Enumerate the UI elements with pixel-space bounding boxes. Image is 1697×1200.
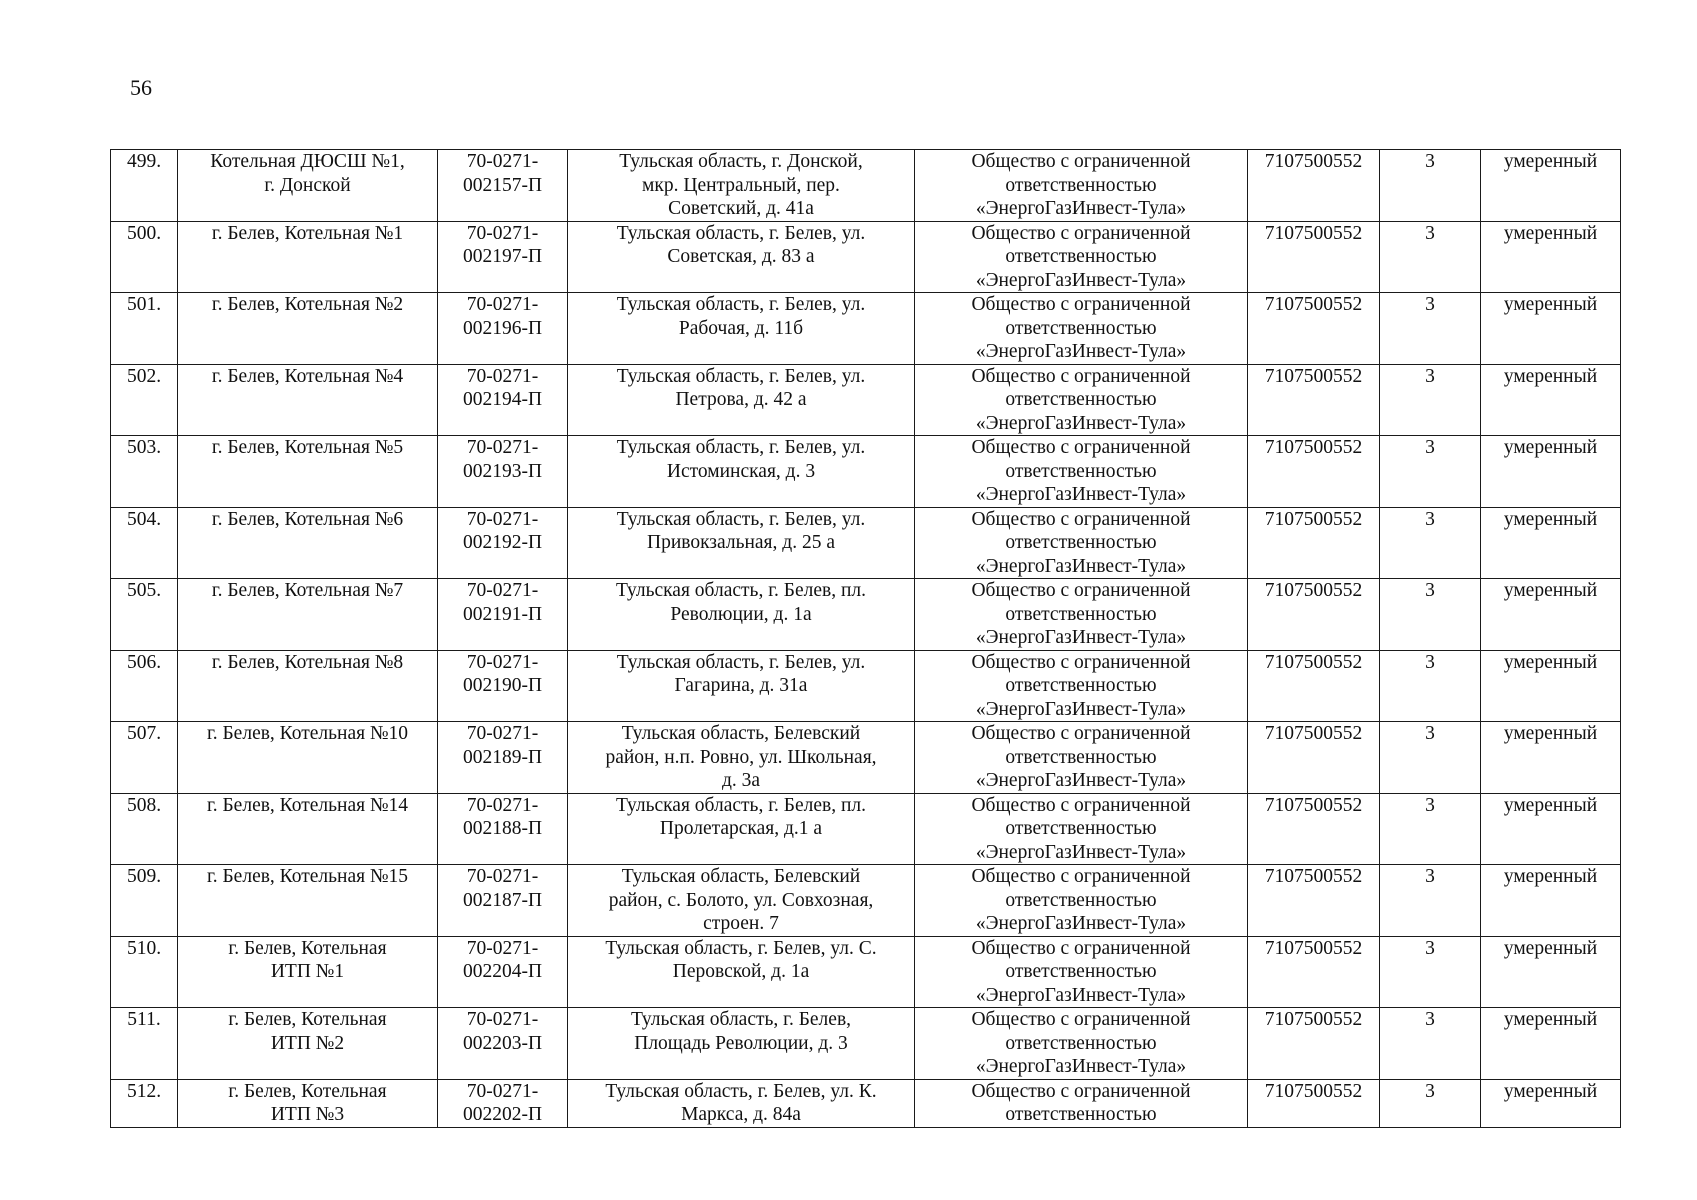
organization-line: Общество с ограниченной bbox=[971, 866, 1191, 887]
table-row bbox=[111, 650, 1621, 722]
organization-line: «ЭнергоГазИнвест-Тула» bbox=[975, 984, 1187, 1006]
address-line: Тульская область, г. Белев, ул. bbox=[616, 365, 866, 387]
address-cell bbox=[568, 793, 915, 865]
registration-code-cell bbox=[438, 1008, 568, 1080]
address-cell bbox=[568, 221, 915, 293]
risk-level-cell: умеренный bbox=[1481, 793, 1621, 865]
hazard-category-cell: 3 bbox=[1380, 1079, 1481, 1127]
table-row bbox=[111, 865, 1621, 937]
organization-line: Общество с ограниченной bbox=[971, 365, 1191, 387]
organization-cell bbox=[915, 507, 1248, 579]
organization-line: ответственностью bbox=[1005, 1032, 1157, 1054]
address-line: Перовской, д. 1а bbox=[672, 961, 810, 982]
address-line: Петрова, д. 42 а bbox=[675, 389, 807, 410]
facility-name-cell bbox=[178, 650, 438, 722]
organization-line: ответственностью bbox=[1005, 1104, 1157, 1125]
facility-name-line: г. Белев, Котельная bbox=[228, 937, 387, 959]
table-row bbox=[111, 150, 1621, 222]
inn-cell: 7107500552 bbox=[1248, 436, 1380, 508]
facility-name-line: г. Белев, Котельная №1 bbox=[211, 222, 404, 244]
registration-code-line: 70-0271- bbox=[466, 1009, 539, 1030]
organization-line: Общество с ограниченной bbox=[971, 580, 1191, 601]
inn-cell: 7107500552 bbox=[1248, 507, 1380, 579]
registration-code-line: 002204-П bbox=[462, 961, 543, 982]
organization-line: Общество с ограниченной bbox=[971, 508, 1191, 530]
hazard-category-cell: 3 bbox=[1380, 793, 1481, 865]
organization-line: Общество с ограниченной bbox=[971, 294, 1191, 315]
organization-line: Общество с ограниченной bbox=[971, 794, 1191, 816]
inn-cell: 7107500552 bbox=[1248, 221, 1380, 293]
risk-level-cell: умеренный bbox=[1481, 221, 1621, 293]
facility-name-cell bbox=[178, 865, 438, 937]
hazard-category-cell: 3 bbox=[1380, 722, 1481, 794]
hazard-category-cell: 3 bbox=[1380, 1008, 1481, 1080]
address-line: Истоминская, д. 3 bbox=[666, 460, 816, 482]
registration-code-line: 002192-П bbox=[462, 532, 543, 553]
registration-code-cell bbox=[438, 936, 568, 1008]
registration-code-line: 70-0271- bbox=[466, 437, 539, 458]
organization-line: ответственностью bbox=[1005, 460, 1157, 482]
organization-line: «ЭнергоГазИнвест-Тула» bbox=[975, 412, 1187, 434]
organization-line: Общество с ограниченной bbox=[971, 1009, 1191, 1030]
facility-name-line: г. Белев, Котельная №4 bbox=[211, 365, 404, 387]
inn-cell: 7107500552 bbox=[1248, 936, 1380, 1008]
facility-name-cell bbox=[178, 793, 438, 865]
registration-code-line: 002157-П bbox=[462, 174, 543, 196]
registration-code-cell bbox=[438, 793, 568, 865]
registration-code-line: 70-0271- bbox=[466, 723, 539, 744]
row-number-cell: 503. bbox=[111, 436, 178, 508]
address-line: Тульская область, г. Белев, ул. bbox=[616, 508, 866, 530]
organization-line: Общество с ограниченной bbox=[971, 437, 1191, 458]
facility-name-line: ИТП №1 bbox=[270, 961, 345, 982]
risk-level-cell: умеренный bbox=[1481, 1008, 1621, 1080]
registry-body bbox=[111, 150, 1621, 1128]
registration-code-line: 70-0271- bbox=[466, 1080, 539, 1102]
registration-code-line: 002189-П bbox=[462, 746, 543, 768]
registration-code-cell bbox=[438, 1079, 568, 1127]
row-number-cell: 506. bbox=[111, 650, 178, 722]
organization-line: Общество с ограниченной bbox=[971, 723, 1191, 744]
facility-name-cell bbox=[178, 1008, 438, 1080]
registration-code-cell bbox=[438, 865, 568, 937]
address-line: Революции, д. 1а bbox=[670, 603, 812, 625]
registration-code-line: 002203-П bbox=[462, 1032, 543, 1054]
organization-line: ответственностью bbox=[1005, 889, 1157, 911]
organization-line: ответственностью bbox=[1005, 746, 1157, 768]
address-line: Тульская область, Белевский bbox=[621, 866, 861, 887]
facility-name-cell bbox=[178, 293, 438, 365]
registration-code-line: 70-0271- bbox=[466, 794, 539, 816]
risk-level-cell: умеренный bbox=[1481, 865, 1621, 937]
risk-level-cell: умеренный bbox=[1481, 936, 1621, 1008]
organization-line: «ЭнергоГазИнвест-Тула» bbox=[975, 1056, 1187, 1077]
organization-line: «ЭнергоГазИнвест-Тула» bbox=[975, 198, 1187, 219]
address-cell bbox=[568, 150, 915, 222]
inn-cell: 7107500552 bbox=[1248, 865, 1380, 937]
facility-name-line: ИТП №2 bbox=[270, 1032, 345, 1054]
registration-code-cell bbox=[438, 150, 568, 222]
hazard-category-cell: 3 bbox=[1380, 936, 1481, 1008]
address-cell bbox=[568, 293, 915, 365]
registration-code-cell bbox=[438, 579, 568, 651]
registration-code-line: 70-0271- bbox=[466, 937, 539, 959]
organization-line: «ЭнергоГазИнвест-Тула» bbox=[975, 341, 1187, 362]
registration-code-line: 70-0271- bbox=[466, 866, 539, 887]
address-cell bbox=[568, 936, 915, 1008]
risk-level-cell: умеренный bbox=[1481, 1079, 1621, 1127]
address-line: Тульская область, г. Белев, ул. К. bbox=[605, 1080, 877, 1102]
organization-line: ответственностью bbox=[1005, 317, 1157, 339]
facility-name-line: г. Белев, Котельная №8 bbox=[211, 651, 404, 673]
row-number-cell: 510. bbox=[111, 936, 178, 1008]
address-line: Тульская область, г. Донской, bbox=[619, 151, 863, 172]
facility-name-line: г. Белев, Котельная №6 bbox=[211, 508, 404, 530]
organization-cell bbox=[915, 865, 1248, 937]
registration-code-cell bbox=[438, 436, 568, 508]
organization-line: ответственностью bbox=[1005, 532, 1157, 553]
facility-name-cell bbox=[178, 436, 438, 508]
registration-code-cell bbox=[438, 221, 568, 293]
inn-cell: 7107500552 bbox=[1248, 722, 1380, 794]
address-line: Гагарина, д. 31а bbox=[674, 675, 808, 696]
organization-line: «ЭнергоГазИнвест-Тула» bbox=[975, 627, 1187, 648]
facility-name-line: г. Белев, Котельная bbox=[228, 1009, 387, 1030]
risk-level-cell: умеренный bbox=[1481, 436, 1621, 508]
organization-line: «ЭнергоГазИнвест-Тула» bbox=[975, 484, 1187, 505]
risk-level-cell: умеренный bbox=[1481, 722, 1621, 794]
facility-name-cell bbox=[178, 507, 438, 579]
facility-name-cell bbox=[178, 579, 438, 651]
organization-line: Общество с ограниченной bbox=[971, 222, 1191, 244]
address-line: Советская, д. 83 а bbox=[667, 246, 815, 267]
registration-code-line: 002187-П bbox=[462, 889, 543, 911]
address-cell bbox=[568, 436, 915, 508]
hazard-category-cell: 3 bbox=[1380, 579, 1481, 651]
registry-table bbox=[110, 149, 1621, 1128]
address-cell bbox=[568, 1008, 915, 1080]
address-line: Тульская область, г. Белев, ул. bbox=[616, 294, 866, 315]
address-line: Площадь Революции, д. 3 bbox=[634, 1032, 848, 1054]
risk-level-cell: умеренный bbox=[1481, 364, 1621, 436]
registration-code-line: 002190-П bbox=[462, 675, 543, 696]
organization-line: Общество с ограниченной bbox=[971, 1080, 1191, 1102]
table-row bbox=[111, 793, 1621, 865]
table-row bbox=[111, 221, 1621, 293]
address-cell bbox=[568, 1079, 915, 1127]
facility-name-cell bbox=[178, 1079, 438, 1127]
registration-code-line: 002191-П bbox=[462, 603, 543, 625]
address-line: Тульская область, Белевский bbox=[621, 723, 861, 744]
row-number-cell: 499. bbox=[111, 150, 178, 222]
address-line: строен. 7 bbox=[703, 913, 779, 934]
facility-name-cell bbox=[178, 936, 438, 1008]
table-row bbox=[111, 722, 1621, 794]
inn-cell: 7107500552 bbox=[1248, 1079, 1380, 1127]
facility-name-line: Котельная ДЮСШ №1, bbox=[210, 151, 405, 172]
table-row bbox=[111, 507, 1621, 579]
organization-cell bbox=[915, 650, 1248, 722]
address-line: район, с. Болото, ул. Совхозная, bbox=[608, 889, 874, 911]
risk-level-cell: умеренный bbox=[1481, 650, 1621, 722]
organization-cell bbox=[915, 436, 1248, 508]
registration-code-cell bbox=[438, 364, 568, 436]
registration-code-line: 70-0271- bbox=[466, 508, 539, 530]
row-number-cell: 502. bbox=[111, 364, 178, 436]
inn-cell: 7107500552 bbox=[1248, 293, 1380, 365]
row-number-cell: 501. bbox=[111, 293, 178, 365]
organization-line: «ЭнергоГазИнвест-Тула» bbox=[975, 269, 1187, 291]
facility-name-line: г. Донской bbox=[264, 174, 351, 196]
inn-cell: 7107500552 bbox=[1248, 650, 1380, 722]
organization-cell bbox=[915, 1008, 1248, 1080]
table-row bbox=[111, 436, 1621, 508]
organization-line: ответственностью bbox=[1005, 961, 1157, 982]
organization-line: ответственностью bbox=[1005, 818, 1157, 839]
facility-name-line: г. Белев, Котельная bbox=[228, 1080, 387, 1102]
table-row bbox=[111, 293, 1621, 365]
table-row bbox=[111, 364, 1621, 436]
organization-line: Общество с ограниченной bbox=[971, 937, 1191, 959]
address-line: Пролетарская, д.1 а bbox=[659, 818, 823, 839]
address-line: Тульская область, г. Белев, пл. bbox=[616, 794, 866, 816]
address-cell bbox=[568, 364, 915, 436]
registration-code-line: 002194-П bbox=[462, 389, 543, 410]
inn-cell: 7107500552 bbox=[1248, 1008, 1380, 1080]
hazard-category-cell: 3 bbox=[1380, 293, 1481, 365]
address-line: Рабочая, д. 11б bbox=[678, 317, 804, 339]
address-line: Тульская область, г. Белев, ул. bbox=[616, 437, 866, 458]
hazard-category-cell: 3 bbox=[1380, 507, 1481, 579]
organization-line: «ЭнергоГазИнвест-Тула» bbox=[975, 841, 1187, 863]
facility-name-line: г. Белев, Котельная №10 bbox=[206, 723, 409, 744]
inn-cell: 7107500552 bbox=[1248, 579, 1380, 651]
organization-line: ответственностью bbox=[1005, 174, 1157, 196]
row-number-cell: 509. bbox=[111, 865, 178, 937]
organization-line: Общество с ограниченной bbox=[971, 651, 1191, 673]
organization-cell bbox=[915, 293, 1248, 365]
address-line: Тульская область, г. Белев, ул. bbox=[616, 222, 866, 244]
row-number-cell: 511. bbox=[111, 1008, 178, 1080]
address-cell bbox=[568, 650, 915, 722]
row-number-cell: 504. bbox=[111, 507, 178, 579]
facility-name-line: г. Белев, Котельная №14 bbox=[206, 794, 409, 816]
registration-code-line: 70-0271- bbox=[466, 580, 539, 601]
registration-code-line: 70-0271- bbox=[466, 365, 539, 387]
organization-line: «ЭнергоГазИнвест-Тула» bbox=[975, 698, 1187, 720]
registration-code-line: 70-0271- bbox=[466, 294, 539, 315]
row-number-cell: 508. bbox=[111, 793, 178, 865]
registration-code-line: 70-0271- bbox=[466, 151, 539, 172]
facility-name-cell bbox=[178, 722, 438, 794]
address-line: Привокзальная, д. 25 а bbox=[647, 532, 835, 553]
address-line: Тульская область, г. Белев, ул. bbox=[616, 651, 866, 673]
address-line: Маркса, д. 84а bbox=[681, 1104, 801, 1125]
organization-line: ответственностью bbox=[1005, 389, 1157, 410]
hazard-category-cell: 3 bbox=[1380, 436, 1481, 508]
row-number-cell: 507. bbox=[111, 722, 178, 794]
registration-code-line: 002202-П bbox=[462, 1104, 543, 1125]
row-number-cell: 505. bbox=[111, 579, 178, 651]
organization-cell bbox=[915, 936, 1248, 1008]
risk-level-cell: умеренный bbox=[1481, 507, 1621, 579]
address-line: Советский, д. 41а bbox=[668, 198, 814, 219]
row-number-cell: 500. bbox=[111, 221, 178, 293]
organization-line: ответственностью bbox=[1005, 246, 1157, 267]
page-number: 56 bbox=[130, 75, 152, 100]
organization-cell bbox=[915, 793, 1248, 865]
address-cell bbox=[568, 865, 915, 937]
address-cell bbox=[568, 579, 915, 651]
risk-level-cell: умеренный bbox=[1481, 579, 1621, 651]
organization-line: ответственностью bbox=[1005, 603, 1157, 625]
address-line: Тульская область, г. Белев, пл. bbox=[616, 580, 866, 601]
table-row bbox=[111, 1008, 1621, 1080]
hazard-category-cell: 3 bbox=[1380, 865, 1481, 937]
organization-cell bbox=[915, 579, 1248, 651]
organization-cell bbox=[915, 722, 1248, 794]
organization-cell bbox=[915, 364, 1248, 436]
risk-level-cell: умеренный bbox=[1481, 293, 1621, 365]
inn-cell: 7107500552 bbox=[1248, 150, 1380, 222]
organization-cell bbox=[915, 1079, 1248, 1127]
address-line: д. 3а bbox=[721, 770, 761, 791]
organization-line: «ЭнергоГазИнвест-Тула» bbox=[975, 913, 1187, 934]
registration-code-cell bbox=[438, 722, 568, 794]
facility-name-cell bbox=[178, 150, 438, 222]
facility-name-line: г. Белев, Котельная №15 bbox=[206, 866, 409, 887]
address-line: Тульская область, г. Белев, ул. С. bbox=[605, 937, 877, 959]
organization-cell bbox=[915, 221, 1248, 293]
table-row bbox=[111, 936, 1621, 1008]
address-line: район, н.п. Ровно, ул. Школьная, bbox=[605, 746, 877, 768]
table-row bbox=[111, 1079, 1621, 1127]
address-cell bbox=[568, 507, 915, 579]
inn-cell: 7107500552 bbox=[1248, 364, 1380, 436]
facility-name-line: г. Белев, Котельная №5 bbox=[211, 437, 404, 458]
hazard-category-cell: 3 bbox=[1380, 221, 1481, 293]
registration-code-line: 002188-П bbox=[462, 818, 543, 839]
registration-code-line: 002196-П bbox=[462, 317, 543, 339]
registration-code-cell bbox=[438, 650, 568, 722]
risk-level-cell: умеренный bbox=[1481, 150, 1621, 222]
facility-name-line: г. Белев, Котельная №2 bbox=[211, 294, 404, 315]
organization-line: «ЭнергоГазИнвест-Тула» bbox=[975, 555, 1187, 577]
registration-code-line: 70-0271- bbox=[466, 222, 539, 244]
organization-line: ответственностью bbox=[1005, 675, 1157, 696]
registration-code-cell bbox=[438, 293, 568, 365]
facility-name-line: ИТП №3 bbox=[270, 1104, 345, 1125]
hazard-category-cell: 3 bbox=[1380, 150, 1481, 222]
registration-code-cell bbox=[438, 507, 568, 579]
organization-line: Общество с ограниченной bbox=[971, 151, 1191, 172]
address-line: Тульская область, г. Белев, bbox=[630, 1009, 852, 1030]
table-row bbox=[111, 579, 1621, 651]
facility-name-line: г. Белев, Котельная №7 bbox=[211, 580, 404, 601]
address-line: мкр. Центральный, пер. bbox=[642, 174, 840, 196]
registration-code-line: 70-0271- bbox=[466, 651, 539, 673]
address-cell bbox=[568, 722, 915, 794]
organization-cell bbox=[915, 150, 1248, 222]
row-number-cell: 512. bbox=[111, 1079, 178, 1127]
registration-code-line: 002197-П bbox=[462, 246, 543, 267]
hazard-category-cell: 3 bbox=[1380, 364, 1481, 436]
organization-line: «ЭнергоГазИнвест-Тула» bbox=[975, 770, 1187, 791]
registration-code-line: 002193-П bbox=[462, 460, 543, 482]
hazard-category-cell: 3 bbox=[1380, 650, 1481, 722]
inn-cell: 7107500552 bbox=[1248, 793, 1380, 865]
facility-name-cell bbox=[178, 364, 438, 436]
facility-name-cell bbox=[178, 221, 438, 293]
